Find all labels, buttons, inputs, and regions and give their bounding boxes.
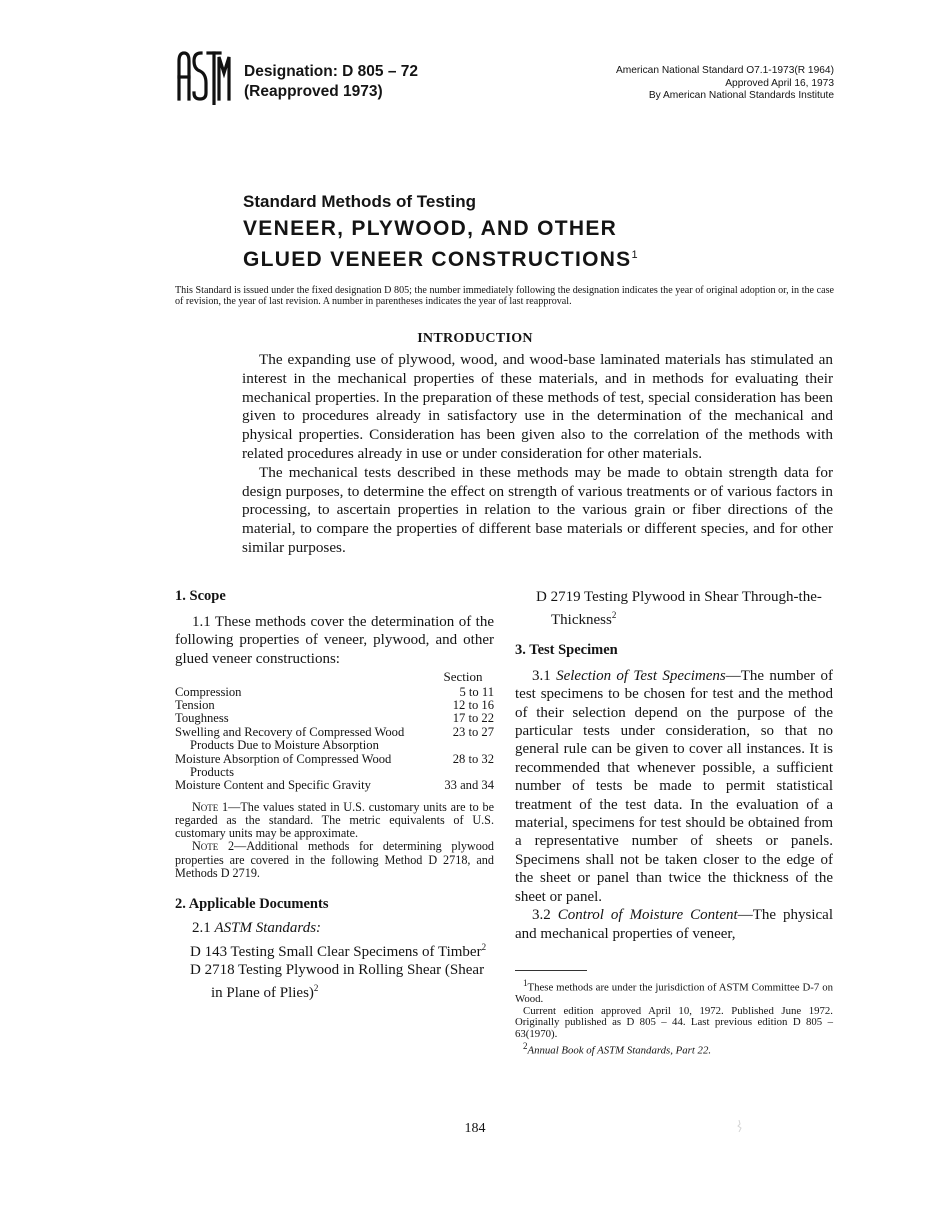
document-subtitle: Standard Methods of Testing (243, 192, 476, 211)
introduction-paragraph-1: The expanding use of plywood, wood, and wood-base laminated materials has stimulated an interest in the mechanical properties of these materials, and in methods for evaluating their mechanical properties. In the preparation of these methods of test, special consideration has been given to procedures already in satisfactory use in the determination of the mechanical and physical properties. Consideration has been given also to the correlation of the methods with related procedures already in use or under consideration for other materials. (242, 351, 833, 462)
property-section: 5 to 11 (459, 684, 494, 699)
ansi-standard-line: American National Standard O7.1-1973(R 1964) (615, 65, 834, 76)
section-column-header: Section (443, 669, 483, 685)
left-column (175, 588, 494, 1003)
property-section: 12 to 16 (452, 698, 494, 713)
property-name: Compression (175, 684, 242, 699)
astm-standards-subheading: 2.1 ASTM Standards: (192, 920, 322, 937)
reference-d2719: D 2719 Testing Plywood in Shear Through-the-Thickness$^2$ (536, 589, 822, 629)
property-section: 28 to 32 (452, 751, 494, 766)
scan-speck-icon (736, 1120, 743, 1132)
property-name: Swelling and Recovery of Compressed Wood Products Due to Moisture Absorption (175, 724, 405, 753)
note-1-label: Note 1 (192, 799, 229, 814)
table-row (175, 712, 494, 725)
page-number: 184 (464, 1121, 486, 1136)
designation-block (244, 62, 418, 102)
table-header-row (175, 670, 494, 685)
note-1 (175, 801, 494, 841)
table-row (175, 779, 494, 792)
footnotes (515, 978, 833, 1057)
astm-logo-icon (175, 47, 233, 105)
applicable-documents-heading: 2. Applicable Documents (175, 896, 329, 913)
property-section: 33 and 34 (444, 778, 494, 793)
footnote-1: $^1$These methods are under the jurisdiction of ASTM Committee D-7 on Wood. (515, 978, 833, 1006)
scope-paragraph: 1.1 These methods cover the determination of the following properties of veneer, plywood, and other glued veneer constructions: (175, 614, 494, 667)
reapproved-year: (Reapproved 1973) (244, 83, 383, 100)
property-name: Toughness (175, 711, 229, 726)
note-2-label: Note 2 (192, 839, 235, 854)
title-line-2: GLUED VENEER CONSTRUCTIONS$^1$ (243, 248, 638, 271)
introduction-paragraph-2: The mechanical tests described in these methods may be made to obtain strength data for design purposes, to determine the effect on strength of various treatments or of various factors in processing, to ascertain properties in relation to the various grain or fiber directions of the material, to compare the properties of different base materials or different species, and for other similar purposes. (242, 463, 833, 556)
ansi-approval-block (616, 65, 834, 103)
introduction-body (242, 351, 833, 558)
property-section: 17 to 22 (452, 711, 494, 726)
note-1-text: —The values stated in U.S. customary units are to be regarded as the standard. The metric equivalents of U.S. customary units may be approximate. (175, 799, 495, 841)
section-3-1-title: Selection of Test Specimens (556, 667, 726, 684)
table-row (175, 726, 494, 753)
property-name: Tension (175, 698, 215, 713)
section-3-2-title: Control of Moisture Content (557, 907, 738, 924)
property-name: Moisture Content and Specific Gravity (175, 778, 371, 793)
footnote-2: $^2$Annual Book of ASTM Standards, Part 22. (523, 1040, 712, 1057)
section-3-2-paragraph: 3.2 Control of Moisture Content—The physical and mechanical properties of veneer, (515, 907, 834, 942)
reference-d143: D 143 Testing Small Clear Specimens of Timber$^2$ (190, 941, 487, 960)
properties-table (175, 670, 494, 793)
footnote-divider (515, 970, 587, 971)
table-row (175, 753, 494, 780)
title-footnote-mark: 1 (631, 249, 638, 261)
right-column (515, 588, 833, 943)
footnote-1-edition: Current edition approved April 10, 1972. Published June 1972. Originally published as D 805 – 44. Last previous edition D 805 – 63(1970). (515, 1004, 833, 1040)
issuance-notice: This Standard is issued under the fixed designation D 805; the number immediately following the designation indicates the year of original adoption or, in the case of revision, the year of last revision. A number in parentheses indicates the year of last reapproval. (175, 285, 834, 308)
section-3-1-paragraph: 3.1 Selection of Test Specimens—The number of test specimens to be chosen for test and the method of their selection depend on the purpose of the particular tests under consideration, so that no general rule can be given to cover all instances. It is recommended that whenever possible, a sufficient number of tests be made to permit statistical treatment of the test data. In the evaluation of a material, specimens for test should be obtained from a representative number of sheets or panels. Specimens shall not be taken closer to the edge of the sheet or panel than twice the thickness of the sheet or panel. (515, 667, 833, 905)
table-row (175, 699, 494, 712)
reference-d2718: D 2718 Testing Plywood in Rolling Shear (Shear in Plane of Plies)$^2$ (190, 961, 485, 1002)
scope-heading: 1. Scope (175, 588, 226, 604)
property-name: Moisture Absorption of Compressed Wood Products (175, 751, 392, 780)
ansi-approved-date: Approved April 16, 1973 (725, 77, 834, 89)
designation-number: Designation: D 805 – 72 (244, 63, 419, 80)
note-2 (175, 840, 494, 880)
test-specimen-heading: 3. Test Specimen (515, 641, 618, 658)
document-title (243, 216, 638, 273)
note-2-text: —Additional methods for determining plywood properties are covered in the following Method D 2718, and Methods D 2719. (175, 839, 495, 880)
title-line-1: VENEER, PLYWOOD, AND OTHER (243, 217, 618, 240)
table-row (175, 686, 494, 699)
property-section: 23 to 27 (452, 724, 494, 739)
introduction-heading: INTRODUCTION (417, 331, 533, 346)
ansi-institute-line: By American National Standards Institute (648, 90, 834, 102)
